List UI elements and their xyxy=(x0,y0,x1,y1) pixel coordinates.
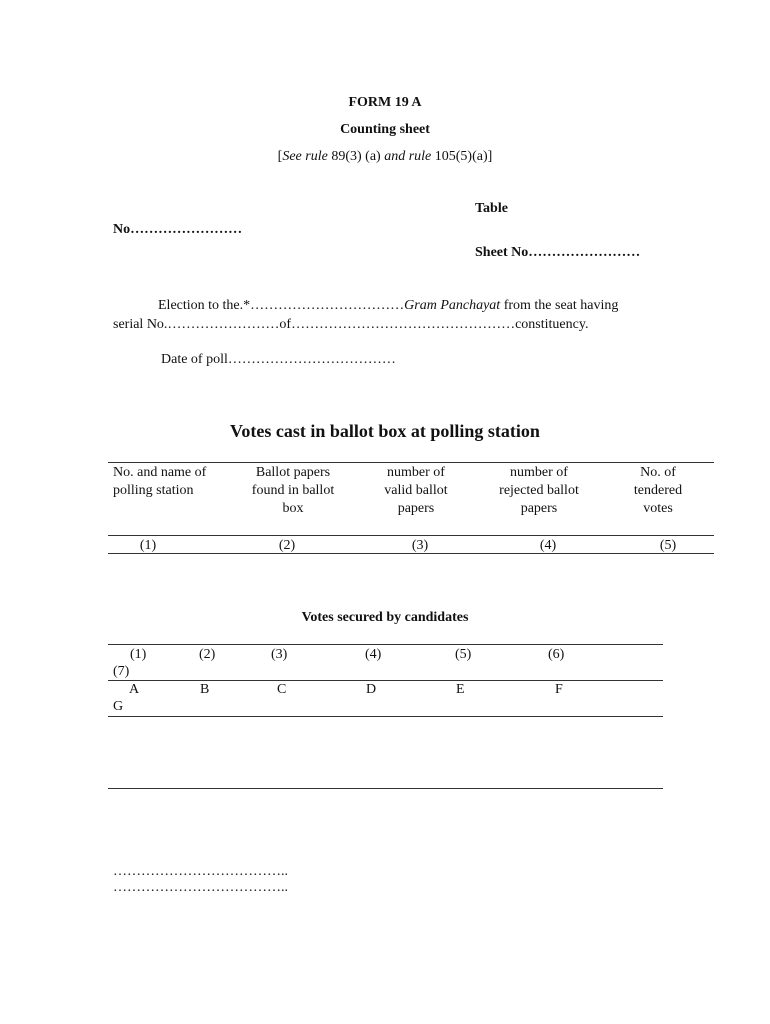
candidates-total-rule xyxy=(108,788,663,789)
ballot-box-heading: Votes cast in ballot box at polling station xyxy=(230,421,540,441)
candidates-top-rule xyxy=(108,644,663,645)
cand-number-2: (2) xyxy=(199,647,216,662)
cand-letter-b: B xyxy=(200,682,210,697)
cand-letter-e: E xyxy=(456,682,465,697)
sheet-no-label: Sheet No…………………… xyxy=(475,245,641,260)
rule-reference: [See rule 89(3) (a) and rule 105(5)(a)] xyxy=(277,149,493,164)
cand-number-1: (1) xyxy=(130,647,147,662)
col-header-2: Ballot papers found in ballot box xyxy=(251,465,335,516)
table-label: Table xyxy=(475,201,508,216)
rule-a: 89(3) (a) xyxy=(331,149,381,164)
cand-letter-d: D xyxy=(366,682,377,697)
election-suffix: from the seat having xyxy=(503,298,619,313)
col-header-5: No. of tendered votes xyxy=(633,465,683,516)
gram-panchayat-text: Gram Panchayat xyxy=(404,298,501,313)
election-prefix: Election to the.*…………………………… xyxy=(158,298,405,313)
candidates-mid-rule xyxy=(108,680,663,681)
col-number-4: (4) xyxy=(539,538,557,553)
cand-letter-f: F xyxy=(555,682,563,697)
rule-see: See rule xyxy=(282,149,328,164)
col-number-2: (2) xyxy=(278,538,296,553)
cand-number-5: (5) xyxy=(455,647,472,662)
col-header-3: number of valid ballot papers xyxy=(384,465,448,516)
form-title-text: FORM 19 A xyxy=(348,95,422,110)
rule-b: 105(5)(a) xyxy=(434,149,488,164)
col-header-1: No. and name of polling station xyxy=(113,465,207,498)
signature-line-2: ……………………………….. xyxy=(113,880,288,895)
signature-line-1: ……………………………….. xyxy=(113,864,288,879)
candidates-heading: Votes secured by candidates xyxy=(301,610,469,625)
ballot-table-top-rule xyxy=(108,462,714,463)
candidates-bottom-rule xyxy=(108,716,663,717)
col-number-3: (3) xyxy=(411,538,429,553)
cand-letter-a: A xyxy=(129,682,140,697)
table-no-label: No…………………… xyxy=(113,222,243,237)
date-of-poll: Date of poll……………………………… xyxy=(161,352,396,367)
col-number-1: (1) xyxy=(139,538,157,553)
cand-number-3: (3) xyxy=(271,647,288,662)
cand-number-6: (6) xyxy=(548,647,565,662)
ballot-table-bottom-rule xyxy=(108,553,714,554)
form-subtitle xyxy=(0,122,770,138)
cand-number-4: (4) xyxy=(365,647,382,662)
cand-number-7: (7) xyxy=(113,664,130,679)
cand-letter-c: C xyxy=(277,682,287,697)
cand-letter-g: G xyxy=(113,699,124,714)
form-subtitle-text: Counting sheet xyxy=(340,122,430,137)
ballot-table-mid-rule xyxy=(108,535,714,536)
election-line-2: serial No.……………………of…………………………………………constituency. xyxy=(113,317,589,332)
form-title xyxy=(0,95,770,111)
col-header-4: number of rejected ballot papers xyxy=(499,465,579,516)
col-number-5: (5) xyxy=(659,538,677,553)
election-line-1 xyxy=(158,298,618,314)
rule-and: and rule xyxy=(384,149,432,164)
